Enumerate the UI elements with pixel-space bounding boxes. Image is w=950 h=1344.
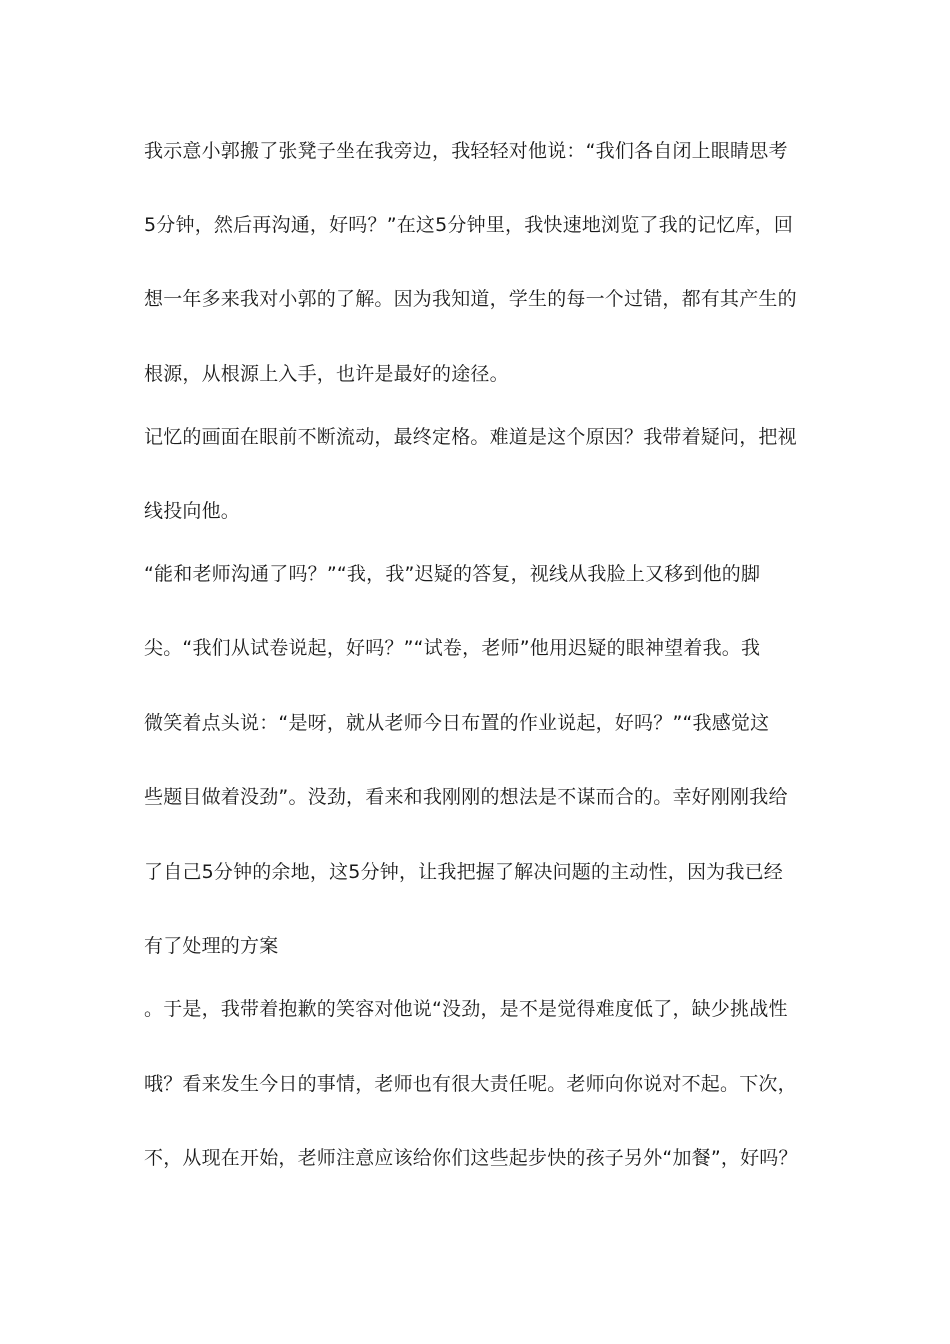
text-line: 不，从现在开始，老师注意应该给你们这些起步快的孩子另外“加餐”，好吗？ (144, 1147, 798, 1169)
text-line: 微笑着点头说：“是呀，就从老师今日布置的作业说起，好吗？”“我感觉这 (144, 712, 770, 734)
text-line: “能和老师沟通了吗？”“我，我”迟疑的答复，视线从我脸上又移到他的脚 (144, 563, 761, 585)
text-line: 尖。“我们从试卷说起，好吗？”“试卷，老师”他用迟疑的眼神望着我。我 (144, 637, 761, 659)
text-line: 记忆的画面在眼前不断流动，最终定格。难道是这个原因？我带着疑问，把视 (144, 426, 797, 448)
text-line: 哦？看来发生今日的事情，老师也有很大责任呢。老师向你说对不起。下次， (144, 1073, 797, 1095)
text-line: 线投向他。 (144, 500, 241, 522)
text-line: 根源，从根源上入手，也许是最好的途径。 (144, 363, 509, 385)
text-line: 有了处理的方案 (144, 935, 279, 957)
text-line: 。于是，我带着抱歉的笑容对他说“没劲，是不是觉得难度低了，缺少挑战性 (144, 998, 788, 1020)
text-line: 我示意小郭搬了张凳子坐在我旁边，我轻轻对他说：“我们各自闭上眼睛思考 (144, 140, 788, 162)
text-line: 5分钟，然后再沟通，好吗？”在这5分钟里，我快速地浏览了我的记忆库，回 (144, 214, 794, 236)
text-line: 些题目做着没劲”。没劲，看来和我刚刚的想法是不谋而合的。幸好刚刚我给 (144, 786, 788, 808)
text-line: 想一年多来我对小郭的了解。因为我知道，学生的每一个过错，都有其产生的 (144, 288, 797, 310)
text-line: 了自己5分钟的余地，这5分钟，让我把握了解决问题的主动性，因为我已经 (144, 861, 783, 883)
